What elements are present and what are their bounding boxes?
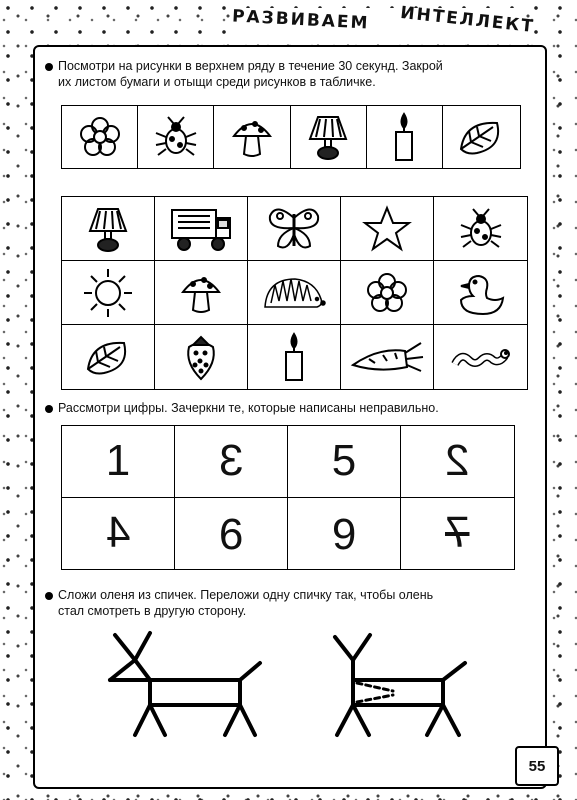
caterpillar-icon bbox=[434, 325, 527, 389]
task1-line2: их листом бумаги и отыщи среди рисунков в табличке. bbox=[58, 75, 376, 89]
truck-icon bbox=[155, 197, 248, 261]
bug-icon bbox=[138, 106, 214, 168]
bullet bbox=[45, 405, 53, 413]
digit-cell bbox=[175, 498, 288, 570]
digit: 6 bbox=[331, 509, 357, 559]
digit: 1 bbox=[105, 436, 131, 486]
duck-icon bbox=[434, 261, 527, 325]
top-row bbox=[61, 105, 521, 169]
leaf-icon bbox=[443, 106, 520, 168]
page-number: 55 bbox=[515, 746, 559, 786]
header-word-1: РАЗВИВАЕМ bbox=[231, 6, 370, 34]
deer-left bbox=[110, 633, 260, 735]
digit-cell bbox=[288, 498, 401, 570]
mushroom-icon bbox=[155, 261, 248, 325]
carrot-icon bbox=[341, 325, 434, 389]
bug-icon bbox=[434, 197, 527, 261]
picture-grid bbox=[61, 196, 528, 390]
task1-instruction bbox=[58, 58, 538, 90]
task2-instruction: Рассмотри цифры. Зачеркни те, которые написаны неправильно. bbox=[58, 401, 439, 415]
flower-icon bbox=[341, 261, 434, 325]
digit-cell bbox=[175, 426, 288, 498]
task3-instruction bbox=[58, 587, 538, 619]
matchstick-deer-figures bbox=[95, 625, 495, 750]
mushroom-icon bbox=[214, 106, 290, 168]
butterfly-icon bbox=[248, 197, 341, 261]
digit: 2 bbox=[445, 436, 470, 486]
flower-icon bbox=[62, 106, 138, 168]
lamp-icon bbox=[291, 106, 367, 168]
task1-line1: Посмотри на рисунки в верхнем ряду в течение 30 секунд. Закрой bbox=[58, 59, 443, 73]
hedgehog-icon bbox=[248, 261, 341, 325]
digit: 4 bbox=[105, 508, 131, 558]
digit: 7 bbox=[445, 508, 470, 558]
candle-icon bbox=[367, 106, 443, 168]
digit: 9 bbox=[218, 509, 244, 559]
sun-icon bbox=[62, 261, 155, 325]
header-word-2: ИНТЕЛЛЕКТ bbox=[399, 2, 536, 38]
lamp-icon bbox=[62, 197, 155, 261]
digit-cell bbox=[62, 498, 175, 570]
digit-cell bbox=[62, 426, 175, 498]
digits-grid bbox=[61, 425, 515, 570]
digit-cell bbox=[401, 426, 514, 498]
digit: 3 bbox=[218, 436, 244, 486]
strawberry-icon bbox=[155, 325, 248, 389]
candle-icon bbox=[248, 325, 341, 389]
deer-right bbox=[335, 635, 465, 735]
task3-line2: стал смотреть в другую сторону. bbox=[58, 604, 247, 618]
digit-cell bbox=[288, 426, 401, 498]
digit: 5 bbox=[331, 436, 357, 486]
bullet bbox=[45, 63, 53, 71]
bullet bbox=[45, 592, 53, 600]
leaf-icon bbox=[62, 325, 155, 389]
star-icon bbox=[341, 197, 434, 261]
digit-cell bbox=[401, 498, 514, 570]
task3-line1: Сложи оленя из спичек. Переложи одну спичку так, чтобы олень bbox=[58, 588, 434, 602]
